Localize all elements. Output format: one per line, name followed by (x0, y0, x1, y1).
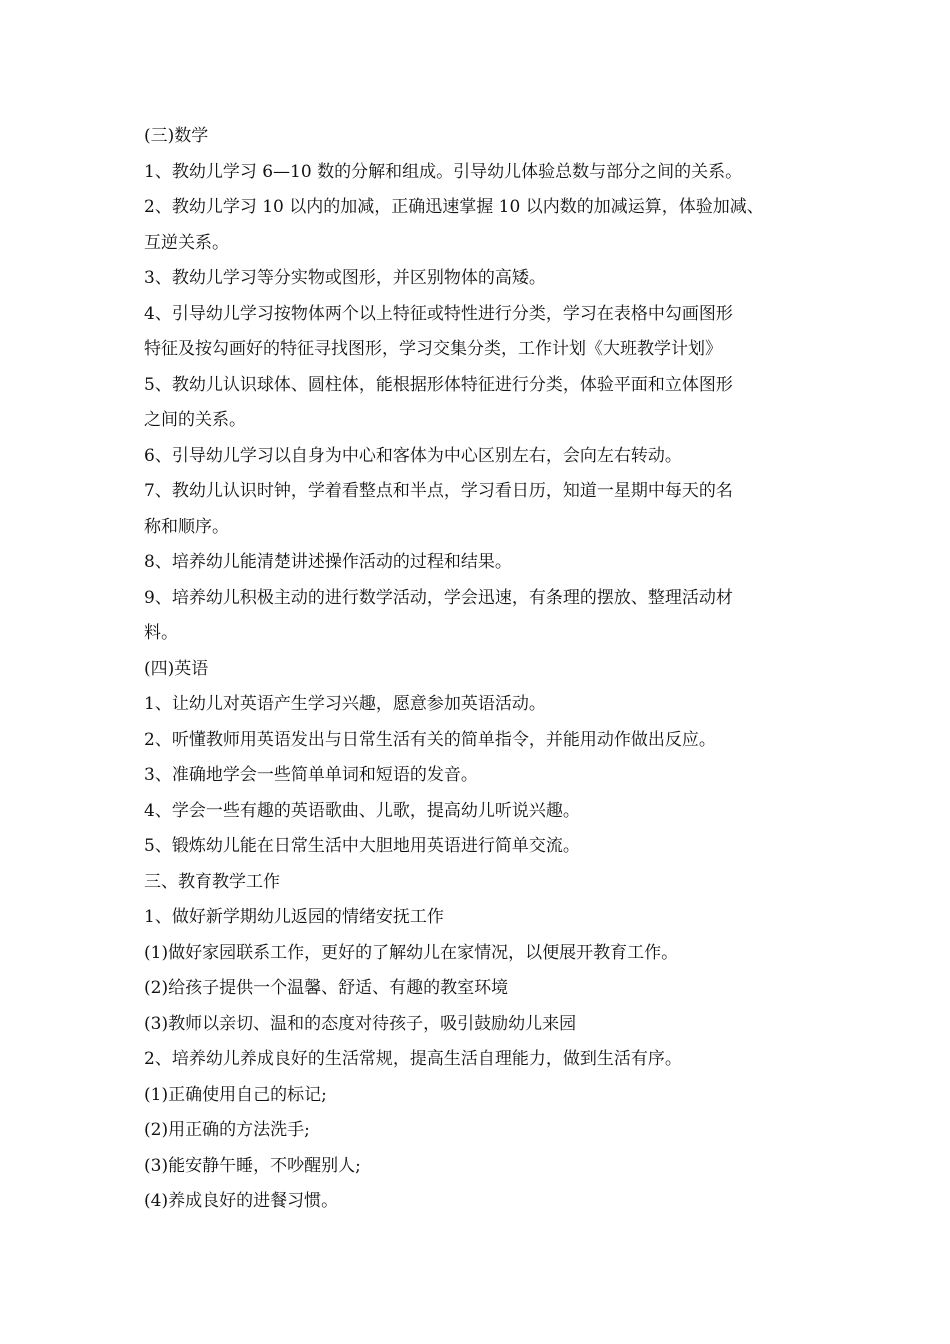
text-line: (2)用正确的方法洗手; (144, 1120, 310, 1140)
text-line: 2、教幼儿学习 10 以内的加减，正确迅速掌握 10 以内数的加减运算，体验加减、 (144, 197, 764, 217)
text-line: 2、培养幼儿养成良好的生活常规，提高生活自理能力，做到生活有序。 (144, 1049, 682, 1069)
text-line: 3、教幼儿学习等分实物或图形，并区别物体的高矮。 (144, 268, 546, 288)
text-line: 6、引导幼儿学习以自身为中心和客体为中心区别左右，会向左右转动。 (144, 445, 682, 466)
text-line: 2、听懂教师用英语发出与日常生活有关的简单指令，并能用动作做出反应。 (144, 729, 716, 750)
text-line: 称和顺序。 (144, 516, 229, 537)
text-line: 3、准确地学会一些简单单词和短语的发音。 (144, 765, 478, 785)
text-line: 5、锻炼幼儿能在日常生活中大胆地用英语进行简单交流。 (144, 836, 580, 856)
section-heading-math: (三)数学 (144, 126, 209, 146)
section-heading-teaching-work: 三、教育教学工作 (144, 871, 280, 892)
text-line: (1)做好家园联系工作，更好的了解幼儿在家情况，以便展开教育工作。 (144, 942, 679, 963)
text-line: 特征及按勾画好的特征寻找图形，学习交集分类，工作计划《大班教学计划》 (144, 339, 722, 359)
text-line: (3)能安静午睡，不吵醒别人; (144, 1155, 361, 1176)
text-line: 8、培养幼儿能清楚讲述操作活动的过程和结果。 (144, 552, 512, 572)
text-line: 1、教幼儿学习 6—10 数的分解和组成。引导幼儿体验总数与部分之间的关系。 (144, 161, 743, 182)
text-line: (3)教师以亲切、温和的态度对待孩子，吸引鼓励幼儿来园 (144, 1013, 577, 1034)
text-line: (4)养成良好的进餐习惯。 (144, 1191, 339, 1211)
text-line: 1、做好新学期幼儿返园的情绪安抚工作 (144, 907, 444, 927)
document-body (144, 119, 824, 1220)
section-heading-english: (四)英语 (144, 658, 209, 679)
text-line: (2)给孩子提供一个温馨、舒适、有趣的教室环境 (144, 978, 509, 998)
text-line: 互逆关系。 (144, 232, 229, 253)
text-line: 4、学会一些有趣的英语歌曲、儿歌，提高幼儿听说兴趣。 (144, 800, 580, 821)
text-line: 5、教幼儿认识球体、圆柱体，能根据形体特征进行分类，体验平面和立体图形 (144, 374, 733, 395)
text-line: 9、培养幼儿积极主动的进行数学活动，学会迅速，有条理的摆放、整理活动材 (144, 587, 733, 608)
text-line: 4、引导幼儿学习按物体两个以上特征或特性进行分类，学习在表格中勾画图形 (144, 303, 733, 324)
text-line: 7、教幼儿认识时钟，学着看整点和半点，学习看日历，知道一星期中每天的名 (144, 481, 733, 501)
text-line: 1、让幼儿对英语产生学习兴趣，愿意参加英语活动。 (144, 694, 546, 714)
text-line: (1)正确使用自己的标记; (144, 1084, 327, 1105)
text-line: 料。 (144, 623, 178, 643)
text-line: 之间的关系。 (144, 410, 246, 430)
